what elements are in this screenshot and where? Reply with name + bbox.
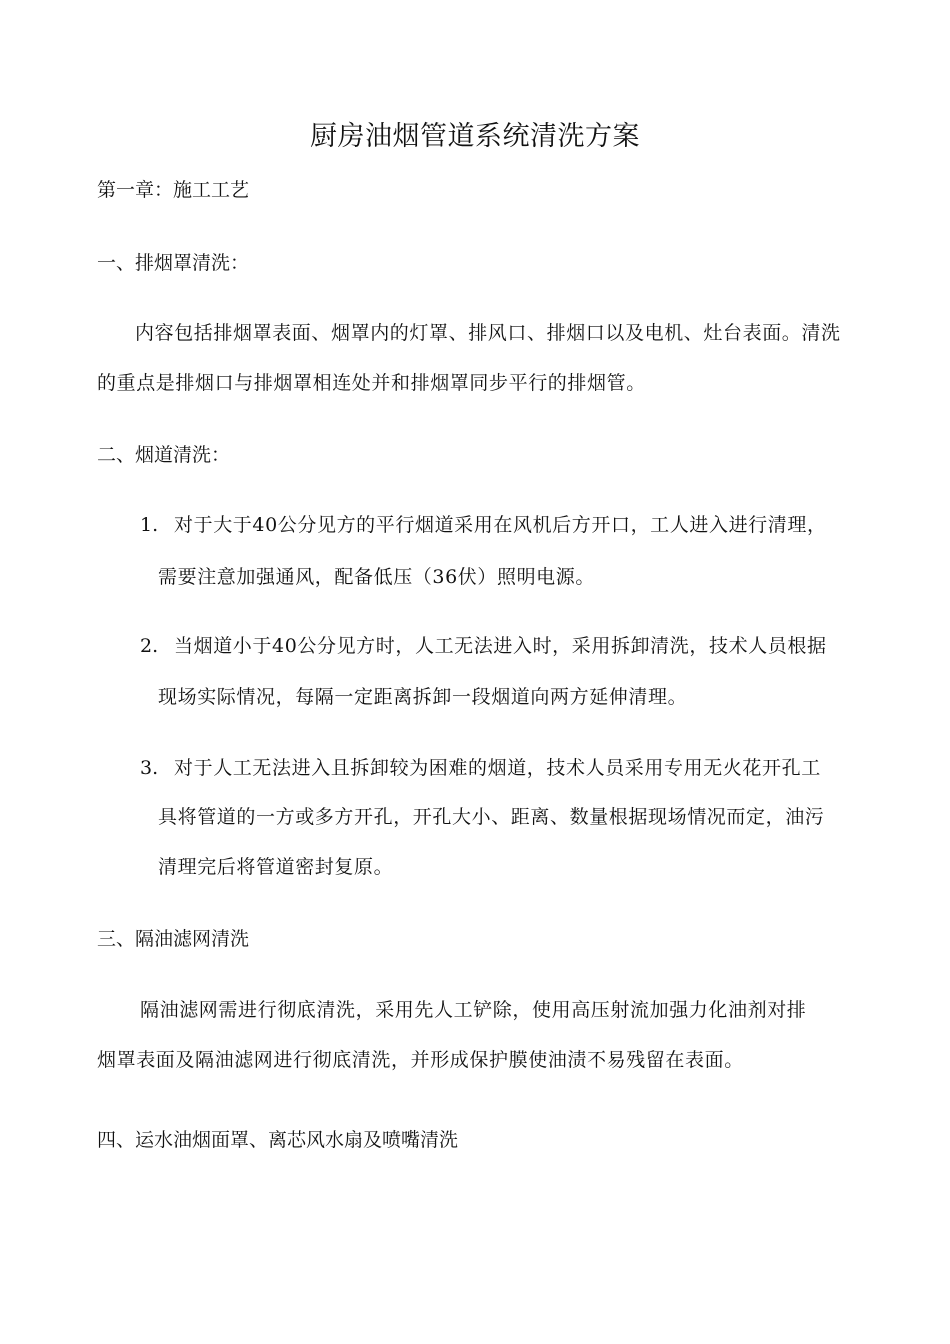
section-3-paragraph-line-1: 隔油滤网需进行彻底清洗，采用先人工铲除，使用高压射流加强力化油剂对排 <box>140 999 807 1021</box>
section-3-paragraph-line-2: 烟罩表面及隔油滤网进行彻底清洗，并形成保护膜使油渍不易残留在表面。 <box>97 1049 744 1071</box>
section-heading-1: 一、排烟罩清洗： <box>97 252 250 274</box>
list-item-number: 3. <box>140 757 159 779</box>
list-item-line: 清理完后将管道密封复原。 <box>158 856 394 878</box>
list-item-line: 需要注意加强通风，配备低压（36伏）照明电源。 <box>158 566 595 588</box>
section-heading-3: 三、隔油滤网清洗 <box>97 928 250 950</box>
section-heading-2: 二、烟道清洗： <box>97 444 231 466</box>
list-item-line: 具将管道的一方或多方开孔，开孔大小、距离、数量根据现场情况而定，油污 <box>158 806 825 828</box>
list-item-number: 1. <box>140 514 159 536</box>
list-item-line: 对于人工无法进入且拆卸较为困难的烟道，技术人员采用专用无火花开孔工 <box>174 757 821 779</box>
list-item-number: 2. <box>140 635 159 657</box>
section-heading-4: 四、运水油烟面罩、离芯风水扇及喷嘴清洗 <box>97 1129 459 1151</box>
list-item-line: 当烟道小于40公分见方时，人工无法进入时，采用拆卸清洗，技术人员根据 <box>174 635 827 657</box>
list-item-line: 现场实际情况，每隔一定距离拆卸一段烟道向两方延伸清理。 <box>158 686 688 708</box>
list-item-line: 对于大于40公分见方的平行烟道采用在风机后方开口，工人进入进行清理， <box>174 514 827 536</box>
section-1-paragraph-line-2: 的重点是排烟口与排烟罩相连处并和排烟罩同步平行的排烟管。 <box>97 372 646 394</box>
chapter-heading: 第一章：施工工艺 <box>97 179 250 201</box>
document-title: 厨房油烟管道系统清洗方案 <box>310 121 640 153</box>
section-1-paragraph-line-1: 内容包括排烟罩表面、烟罩内的灯罩、排风口、排烟口以及电机、灶台表面。清洗 <box>135 322 841 344</box>
